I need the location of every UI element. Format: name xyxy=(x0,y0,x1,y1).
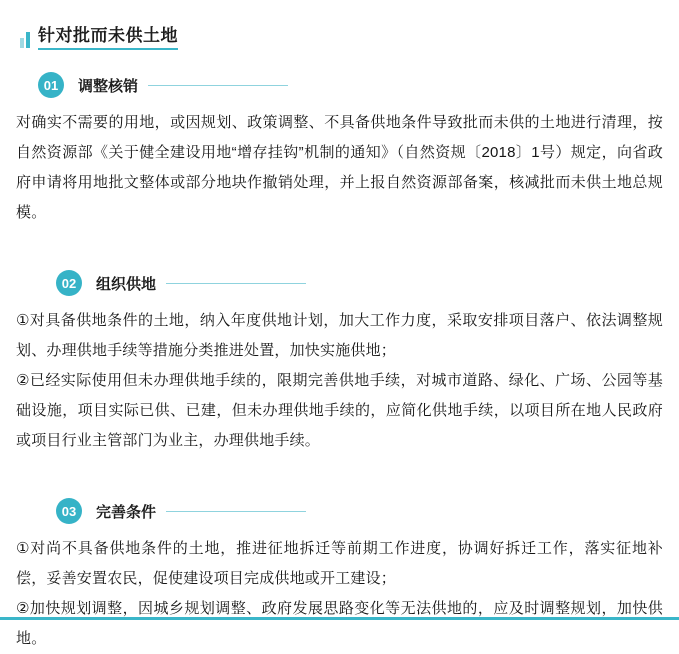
section-03 xyxy=(14,498,665,654)
paragraph: ②加快规划调整，因城乡规划调整、政府发展思路变化等无法供地的，应及时调整规划，加快供地。 xyxy=(16,600,663,647)
section-03-number-badge: 03 xyxy=(56,498,82,524)
paragraph: ②已经实际使用但未办理供地手续的，限期完善供地手续，对城市道路、绿化、广场、公园等基础设施，项目实际已供、已建，但未办理供地手续的，应简化供地手续，以项目所在地人民政府或项目行业主管部门为业主，办理供地手续。 xyxy=(16,372,663,449)
section-03-rule xyxy=(166,511,306,512)
spacer xyxy=(14,230,665,248)
page-title: 针对批而未供土地 xyxy=(38,26,178,50)
section-02-title: 组织供地 xyxy=(96,275,157,293)
paragraph: ①对尚不具备供地条件的土地，推进征地拆迁等前期工作进度，协调好拆迁工作，落实征地补偿，妥善安置农民，促使建设项目完成供地或开工建设； xyxy=(16,540,663,587)
section-02-rule xyxy=(166,283,306,284)
section-02-body xyxy=(14,306,665,456)
section-01-title: 调整核销 xyxy=(78,77,139,95)
section-01-body xyxy=(14,108,665,228)
section-01 xyxy=(14,72,665,228)
spacer xyxy=(14,458,665,476)
section-01-number-badge: 01 xyxy=(38,72,64,98)
section-02 xyxy=(14,270,665,456)
section-03-title: 完善条件 xyxy=(96,503,157,521)
section-02-header xyxy=(14,270,665,296)
page-title-row xyxy=(14,0,665,50)
section-03-header xyxy=(14,498,665,524)
paragraph: ①对具备供地条件的土地，纳入年度供地计划，加大工作力度，采取安排项目落户、依法调整规划、办理供地手续等措施分类推进处置，加快实施供地； xyxy=(16,312,663,359)
section-02-number-badge: 02 xyxy=(56,270,82,296)
section-01-header xyxy=(14,72,665,98)
section-01-rule xyxy=(148,85,288,86)
section-03-body xyxy=(14,534,665,654)
title-bars-icon xyxy=(20,32,30,48)
paragraph: 对确实不需要的用地，或因规划、政策调整、不具备供地条件导致批而未供的土地进行清理，按自然资源部《关于健全建设用地“增存挂钩”机制的通知》（自然资规〔2018〕1号）规定，向省政府申请将用地批文整体或部分地块作撤销处理，并上报自然资源部备案，核减批而未供土地总规模。 xyxy=(16,114,663,221)
